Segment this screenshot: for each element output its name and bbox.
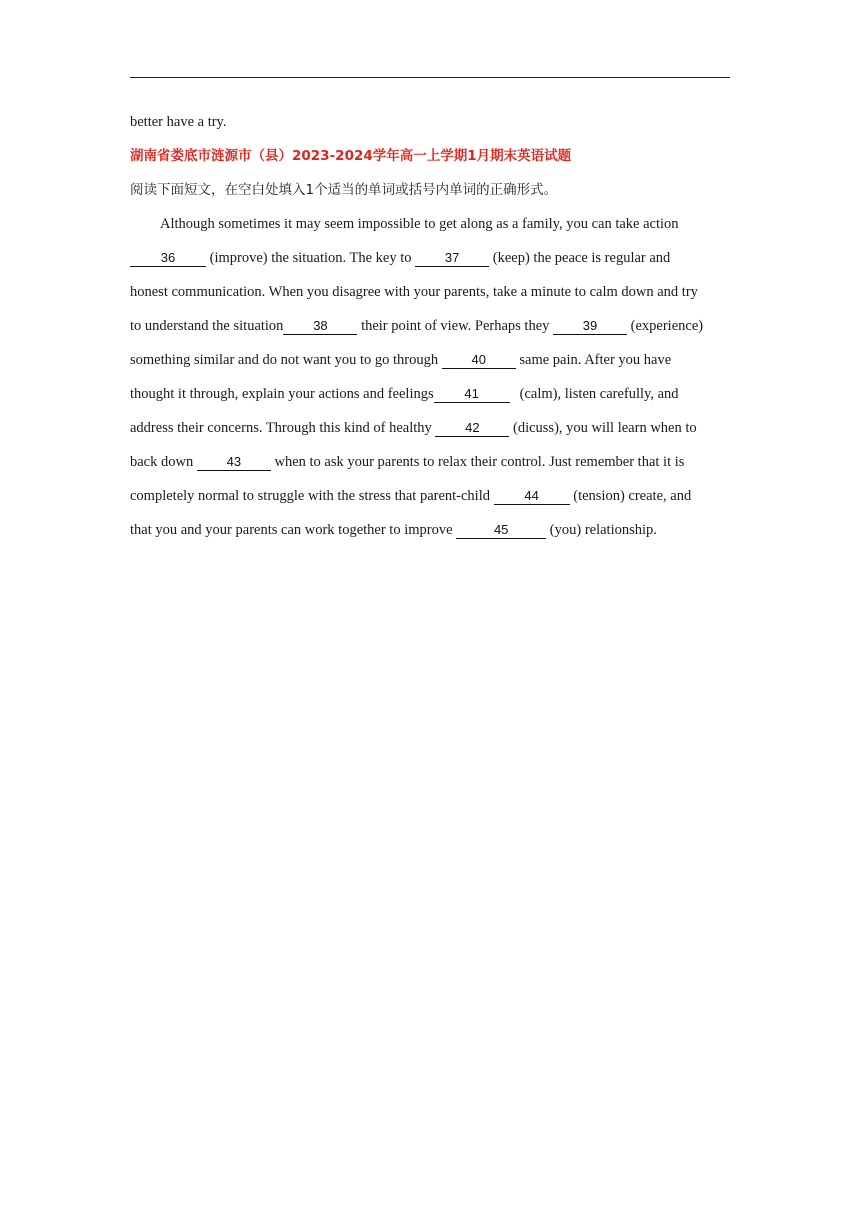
blank-36[interactable]: 36 <box>130 249 206 267</box>
blank-37[interactable]: 37 <box>415 249 489 267</box>
passage-text: (you) relationship. <box>549 522 657 538</box>
passage-text: (improve) the situation. The key to <box>209 250 412 266</box>
blank-43[interactable]: 43 <box>197 453 271 471</box>
passage-line-4 <box>130 312 730 346</box>
passage-text: (tension) create, and <box>573 488 692 504</box>
passage-text: same pain. After you have <box>519 352 672 368</box>
passage-line-8 <box>130 448 730 482</box>
passage-text: to understand the situation <box>130 318 284 334</box>
blank-39[interactable]: 39 <box>553 317 627 335</box>
passage-line-6 <box>130 380 730 414</box>
passage-line-3 <box>130 278 730 312</box>
blank-42[interactable]: 42 <box>435 419 509 437</box>
passage-text: (experience) <box>630 318 704 334</box>
blank-40[interactable]: 40 <box>442 351 516 369</box>
passage-text: something similar and do not want you to go through <box>130 352 439 368</box>
header-rule <box>130 77 730 78</box>
passage-text: that you and your parents can work together to improve <box>130 522 453 538</box>
passage-line-2 <box>130 244 730 278</box>
blank-41[interactable]: 41 <box>434 385 510 403</box>
blank-38[interactable]: 38 <box>283 317 357 335</box>
blank-44[interactable]: 44 <box>494 487 570 505</box>
passage-line-7 <box>130 414 730 448</box>
passage-text: (calm), listen carefully, and <box>519 386 679 402</box>
passage-text: when to ask your parents to relax their control. Just remember that it is <box>274 454 685 470</box>
passage-line-1 <box>130 210 730 244</box>
passage-text: (dicuss), you will learn when to <box>513 420 697 436</box>
exam-title: 湖南省娄底市涟源市（县）2023-2024学年高一上学期1月期末英语试题 <box>130 148 572 164</box>
passage-text: address their concerns. Through this kind of healthy <box>130 420 432 436</box>
passage-text: completely normal to struggle with the stress that parent-child <box>130 488 490 504</box>
passage-text: thought it through, explain your actions and feelings <box>130 386 434 402</box>
instruction-text: 阅读下面短文，在空白处填入1个适当的单词或括号内单词的正确形式。 <box>130 182 558 198</box>
passage-line-10 <box>130 516 730 550</box>
blank-45[interactable]: 45 <box>456 521 546 539</box>
passage-text: honest communication. When you disagree with your parents, take a minute to calm down and try <box>130 284 698 300</box>
document-page <box>130 108 730 550</box>
passage-text: back down <box>130 454 194 470</box>
passage-text: Although sometimes it may seem impossible to get along as a family, you can take action <box>160 216 679 232</box>
passage-text: (keep) the peace is regular and <box>492 250 671 266</box>
passage-text: their point of view. Perhaps they <box>361 318 550 334</box>
passage-line-5 <box>130 346 730 380</box>
passage-line-9 <box>130 482 730 516</box>
lead-line: better have a try. <box>130 114 227 130</box>
